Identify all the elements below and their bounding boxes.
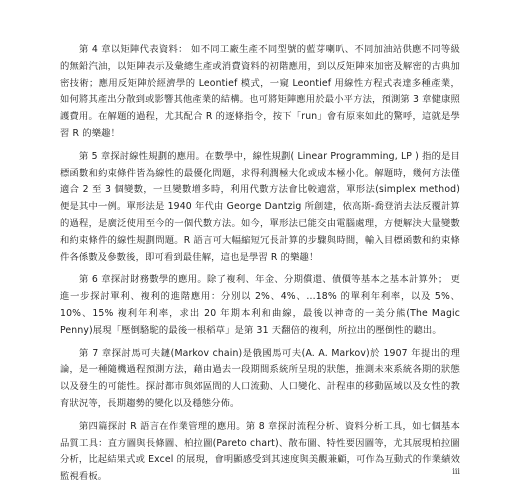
paragraph-chapter-4: 第 4 章以矩陣代表資料： 如不同工廠生產不同型號的藍芽喇叭、不同加油站供應不同等級的無鉛汽油，以矩陣表示及彙總生產或消費資料的初階應用，到以反矩陣來加密及解密的古典加密技術；應用反矩陣於經濟學的 Leontief 模式，一窺 Leontief 用線性方程式表達多種產業，如何將其產出分散到或影響其他產業的結構。也可將矩陣應用於最小平方法，預測第 3 章健康照護費用。在解題的過程，尤其配合 R 的逐條指令，按下「run」會有原來如此的驚呼，這就是學習 R 的樂趣！ [60,44,460,139]
paragraph-chapter-7: 第 7 章探討馬可夫鏈(Markov chain)是俄國馬可夫(A. A. Markov)於 1907 年提出的理論，是一種隨機過程預測方法，藉由過去一段期間系統所呈現的狀態，推測未來系統各期的狀態以及發生的可能性。探討都市與郊區間的人口流動、人口變化、計程車的移動區域以及女性的教育狀況等，長期趨勢的變化以及穩態分佈。 [60,347,460,409]
page-number: iii [452,467,460,476]
paragraph-part-4: 第四篇探討 R 語言在作業管理的應用。第 8 章探討流程分析、資料分析工具，如七個基本品質工具：直方圖與長條圖、柏拉圖(Pareto chart)、散布圖、特性要因圖等，尤其展現柏拉圖分析，比起結果式或 Excel 的展現，會明顯感受到其速度與美觀兼顧，可作為互動式的作業績效監視看板。 [60,420,461,483]
paragraph-chapter-6: 第 6 章探討財務數學的應用。除了複利、年金、分期償還、債價等基本之基本計算外； 更進一步探討單利、複利的進階應用：分別以 2%、4%、...18% 的單利年利率，以及 5%、10%、15% 複利年利率，求出 20 年期本利和曲線，最後以神奇的一美分熊(The Magic Penny)展現「壓倒駱駝的最後一根稻草」是第 31 天翻倍的複利，所拉出的壓倒性的聽出。 [60,274,460,336]
paragraph-chapter-5: 第 5 章探討線性規劃的應用。在數學中，線性規劃( Linear Programming, LP ) 指的是目標函數和約束條件皆為線性的最優化問題，求得利潤極大化或成本極小化。解題時，幾何方法僅適合 2 至 3 個變數，一旦變數增多時，利用代數方法會比較適當，單形法(simplex method)便是其中一例。單形法是 1940 年代由 George Dantzig 所創建，依高斯-喬登消去法反覆計算的過程，是廣泛使用至今的一個代數方法。如今，單形法已能交由電腦處理，方便解決大量變數和約束條件的線性規劃問題。R 語言可大幅縮短冗長計算的步驟與時間，輸入目標函數和約束條件各係數及參數後，即可看到最佳解，這也是學習 R 的樂趣！ [60,150,460,263]
